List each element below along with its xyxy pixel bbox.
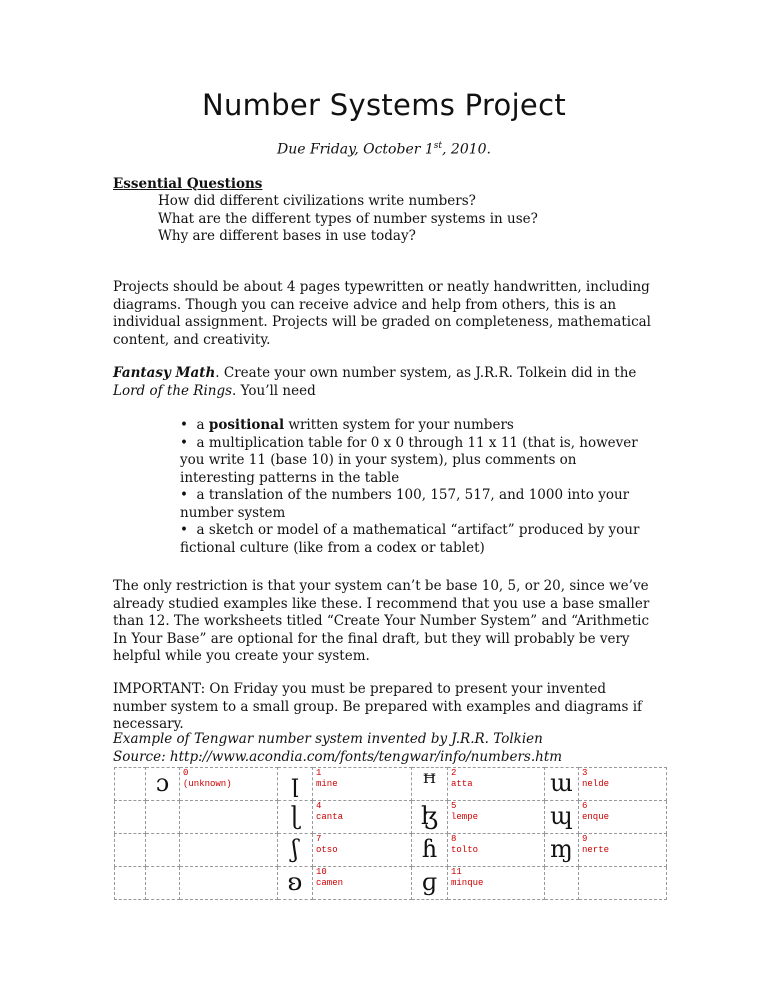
requirement-item: • a positional written system for your numbers <box>180 417 514 433</box>
tengwar-glyph-7: ʃ <box>278 834 313 867</box>
due-suffix: , 2010. <box>442 141 492 158</box>
bullet-icon: • <box>180 487 197 503</box>
tengwar-label: 4 canta <box>313 801 412 834</box>
book-title: Lord of the Rings <box>113 382 233 399</box>
fantasy-text-1: . Create your own number system, as J.R.R. Tolkein did in the <box>215 365 637 381</box>
tengwar-glyph-3: ɯ <box>545 768 579 801</box>
intro-paragraph: Projects should be about 4 pages typewritten or neatly handwritten, including diagrams. Though you can receive advice and help from others, this is an individual assignment. Projects will be graded on completeness, mathematical content, and creativity. <box>113 279 652 348</box>
positional-keyword: positional <box>208 417 285 433</box>
important-paragraph: IMPORTANT: On Friday you must be prepared to present your invented number system to a small group. Be prepared with examples and diagrams if necessary. <box>113 681 643 732</box>
question-item: What are the different types of number systems in use? <box>158 210 538 227</box>
tengwar-label: 7 otso <box>313 834 412 867</box>
fantasy-math-paragraph <box>113 365 653 400</box>
requirement-item: • a translation of the numbers 100, 157, 517, and 1000 into your number system <box>180 487 630 521</box>
question-item: How did different civilizations write numbers? <box>158 193 476 209</box>
tengwar-label: 8 tolto <box>448 834 545 867</box>
tengwar-label: 9 nerte <box>579 834 667 867</box>
tengwar-label: 1 mine <box>313 768 412 801</box>
due-ordinal: st <box>433 141 443 151</box>
tengwar-glyph-8: ɦ <box>412 834 448 867</box>
requirements-list <box>180 417 655 557</box>
requirement-item: • a multiplication table for 0 x 0 through 11 x 11 (that is, however you write 11 (base 10) in your system), plus comments on interesting patterns in the table <box>180 434 638 486</box>
tengwar-label: 6 enque <box>579 801 667 834</box>
example-caption <box>113 731 653 766</box>
due-date <box>0 141 768 158</box>
essential-questions-heading: Essential Questions <box>113 176 263 192</box>
tengwar-label: 11 minque <box>448 867 545 900</box>
tengwar-label: 3 nelde <box>579 768 667 801</box>
page-title: Number Systems Project <box>201 88 566 122</box>
tengwar-label: 5 lempe <box>448 801 545 834</box>
source-line: Source: http://www.acondia.com/fonts/tengwar/info/numbers.htm <box>113 748 563 765</box>
table-row <box>115 834 667 867</box>
due-prefix: Due Friday, October 1 <box>276 141 434 158</box>
tengwar-glyph-2: ꟸ <box>412 768 448 801</box>
tengwar-label: 10 camen <box>313 867 412 900</box>
bullet-icon: • <box>180 522 197 538</box>
fantasy-math-label: Fantasy Math <box>113 365 216 381</box>
tengwar-glyph-0: ɔ <box>146 768 180 801</box>
tengwar-glyph-11: ɡ <box>412 867 448 900</box>
tengwar-glyph-6: ɰ <box>545 801 579 834</box>
table-row <box>115 768 667 801</box>
essential-questions-list <box>158 193 538 246</box>
restriction-paragraph: The only restriction is that your system can’t be base 10, 5, or 20, since we’ve already studied examples like these. I recommend that you use a base smaller than 12. The worksheets titled “Create Your Number System” and “Arithmetic In Your Base” are optional for the final draft, but they will probably be very helpful while you create your system. <box>113 578 650 664</box>
tengwar-table <box>114 767 667 900</box>
tengwar-glyph-10: ʚ <box>278 867 313 900</box>
table-row <box>115 801 667 834</box>
tengwar-label: 0 (unknown) <box>180 768 278 801</box>
requirement-item: • a sketch or model of a mathematical “artifact” produced by your fictional culture (like from a codex or tablet) <box>180 522 640 556</box>
question-item: Why are different bases in use today? <box>158 228 416 244</box>
bullet-icon: • <box>180 417 197 433</box>
tengwar-glyph-9: ɱ <box>545 834 579 867</box>
example-line: Example of Tengwar number system invented by J.R.R. Tolkien <box>113 731 543 747</box>
table-row <box>115 867 667 900</box>
tengwar-glyph-5: ɮ <box>412 801 448 834</box>
tengwar-glyph-1: ꞁ <box>278 768 313 801</box>
tengwar-label: 2 atta <box>448 768 545 801</box>
bullet-icon: • <box>180 434 197 451</box>
tengwar-glyph-4: ɭ <box>278 801 313 834</box>
fantasy-text-2: . You’ll need <box>232 382 316 399</box>
